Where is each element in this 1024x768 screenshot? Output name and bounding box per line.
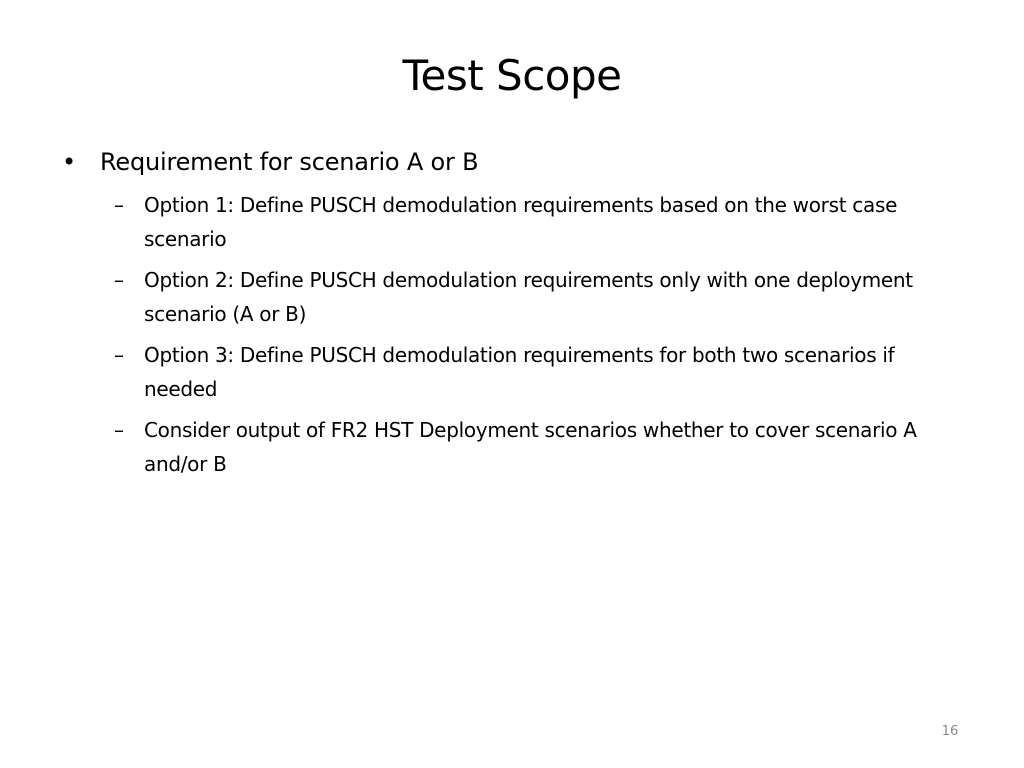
sub-bullet-text: Option 2: Define PUSCH demodulation requirements only with one deployment scenario (A or B) — [144, 268, 913, 326]
sub-bullet-list — [56, 188, 956, 481]
sub-bullet-text: Consider output of FR2 HST Deployment scenarios whether to cover scenario A and/or B — [144, 418, 917, 476]
page-number: 16 — [941, 724, 959, 739]
sub-bullet-marker: – — [114, 268, 124, 292]
bullet-marker: • — [62, 148, 76, 176]
slide-content — [56, 144, 956, 488]
sub-bullet-text: Option 1: Define PUSCH demodulation requirements based on the worst case scenario — [144, 193, 898, 251]
sub-bullet-marker: – — [114, 193, 124, 217]
sub-bullet-item — [114, 188, 956, 256]
sub-bullet-marker: – — [114, 343, 124, 367]
bullet-text: Requirement for scenario A or B — [100, 148, 479, 176]
sub-bullet-text: Option 3: Define PUSCH demodulation requirements for both two scenarios if needed — [144, 343, 895, 401]
bullet-item — [56, 144, 956, 180]
sub-bullet-item — [114, 263, 956, 331]
sub-bullet-marker: – — [114, 418, 124, 442]
sub-bullet-item — [114, 413, 956, 481]
sub-bullet-item — [114, 338, 956, 406]
slide-title: Test Scope — [402, 51, 622, 100]
